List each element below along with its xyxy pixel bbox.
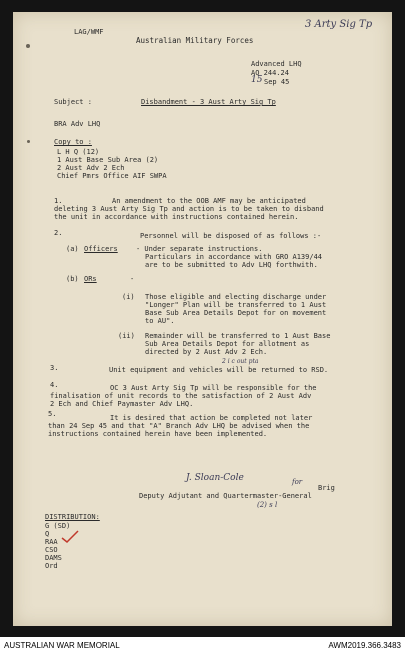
document-title: Australian Military Forces xyxy=(136,36,254,45)
paragraph-1-number: 1. xyxy=(54,197,63,205)
sub-ii-line: Sub Area Details Depot for allotment as xyxy=(145,340,310,348)
copy-to-line: 1 Aust Base Sub Area (2) xyxy=(57,156,159,164)
paragraph-4-line: 2 Ech and Chief Paymaster Adv LHQ. xyxy=(50,400,194,408)
footer-accession-number: AWM2019.366.3483 xyxy=(328,641,401,650)
signature-initials: (2) s l xyxy=(257,501,278,509)
sub-b-dash: - xyxy=(130,275,135,283)
addressee: BRA Adv LHQ xyxy=(54,120,101,128)
paragraph-5-line: instructions contained herein have been implemented. xyxy=(48,430,268,438)
date-day-handwritten: 15 xyxy=(251,75,263,85)
paragraph-3-handwritten-note: 2 i c out pta xyxy=(222,358,259,365)
sub-i-line: Base Sub Area Details Depot for on movement xyxy=(145,309,327,317)
file-ref: LAG/WMF xyxy=(74,28,104,36)
distribution-item: G (SD) xyxy=(45,522,71,530)
sub-ii-line: Remainder will be transferred to 1 Aust Base xyxy=(145,332,331,340)
handwritten-annotation-top: 3 Arty Sig Tp xyxy=(305,19,373,30)
paragraph-1-line: the unit in accordance with instructions contained herein. xyxy=(54,213,299,221)
paragraph-2-number: 2. xyxy=(54,229,63,237)
signatory-rank: Brig xyxy=(318,484,335,492)
distribution-item: DAMS xyxy=(45,554,62,562)
distribution-label: DISTRIBUTION: xyxy=(45,513,100,521)
sub-i-line: Those eligible and electing discharge under xyxy=(145,293,327,301)
paragraph-3-text: Unit equipment and vehicles will be returned to RSD. xyxy=(109,366,329,374)
paragraph-4-number: 4. xyxy=(50,381,59,389)
footer-source: AUSTRALIAN WAR MEMORIAL xyxy=(4,641,120,650)
paragraph-1-line: deleting 3 Aust Arty Sig Tp and action is to be taken to disband xyxy=(54,205,324,213)
sub-b-label: (b) xyxy=(66,275,79,283)
signatory-title: Deputy Adjutant and Quartermaster-General xyxy=(139,492,312,500)
sub-a-line: - Under separate instructions. xyxy=(136,245,263,253)
distribution-item: RAA xyxy=(45,538,58,546)
sub-ii-label: (ii) xyxy=(118,332,135,340)
punch-hole xyxy=(27,140,30,143)
paragraph-1-line: An amendment to the OOB AMF may be anticipated xyxy=(112,197,306,205)
copy-to-label: Copy to : xyxy=(54,138,92,146)
paragraph-3-number: 3. xyxy=(50,364,59,372)
sub-a-label: (a) xyxy=(66,245,79,253)
signature-handwritten: J. Sloan-Cole xyxy=(186,473,244,483)
paragraph-5-number: 5. xyxy=(48,410,57,418)
distribution-item: Ord xyxy=(45,562,58,570)
subject-text: Disbandment - 3 Aust Arty Sig Tp xyxy=(141,98,276,106)
sub-b-title: ORs xyxy=(84,275,97,283)
hq-name: Advanced LHQ xyxy=(251,60,302,68)
subject-label: Subject : xyxy=(54,98,92,106)
reference-number: AQ 244.24 xyxy=(251,69,289,77)
red-tick-mark-icon xyxy=(60,530,80,544)
paragraph-5-line: It is desired that action be completed not later xyxy=(110,414,313,422)
copy-to-line: Chief Pmrs Office AIF SWPA xyxy=(57,172,167,180)
signature-for: for xyxy=(292,478,303,486)
sub-i-line: "Longer" Plan will be transferred to 1 Aust xyxy=(145,301,327,309)
date: Sep 45 xyxy=(264,78,290,86)
paragraph-5-line: than 24 Sep 45 and that "A" Branch Adv LHQ be advised when the xyxy=(48,422,310,430)
paragraph-4-line: OC 3 Aust Arty Sig Tp will be responsible for the xyxy=(110,384,317,392)
sub-ii-line: directed by 2 Aust Adv 2 Ech. xyxy=(145,348,268,356)
distribution-item: CSO xyxy=(45,546,58,554)
sub-i-label: (i) xyxy=(122,293,135,301)
distribution-item: Q xyxy=(45,530,50,538)
sub-a-title: Officers xyxy=(84,245,118,253)
copy-to-line: 2 Aust Adv 2 Ech xyxy=(57,164,125,172)
sub-a-line: Particulars in accordance with GRO A139/44 xyxy=(145,253,323,261)
paragraph-2-text: Personnel will be disposed of as follows :- xyxy=(140,232,322,240)
copy-to-line: L H Q (12) xyxy=(57,148,100,156)
footer-bar xyxy=(0,637,405,653)
sub-a-line: are to be submitted to Adv LHQ forthwith. xyxy=(145,261,318,269)
punch-hole xyxy=(26,44,30,48)
sub-i-line: to AU". xyxy=(145,317,175,325)
paragraph-4-line: finalisation of unit records to the satisfaction of 2 Aust Adv xyxy=(50,392,312,400)
